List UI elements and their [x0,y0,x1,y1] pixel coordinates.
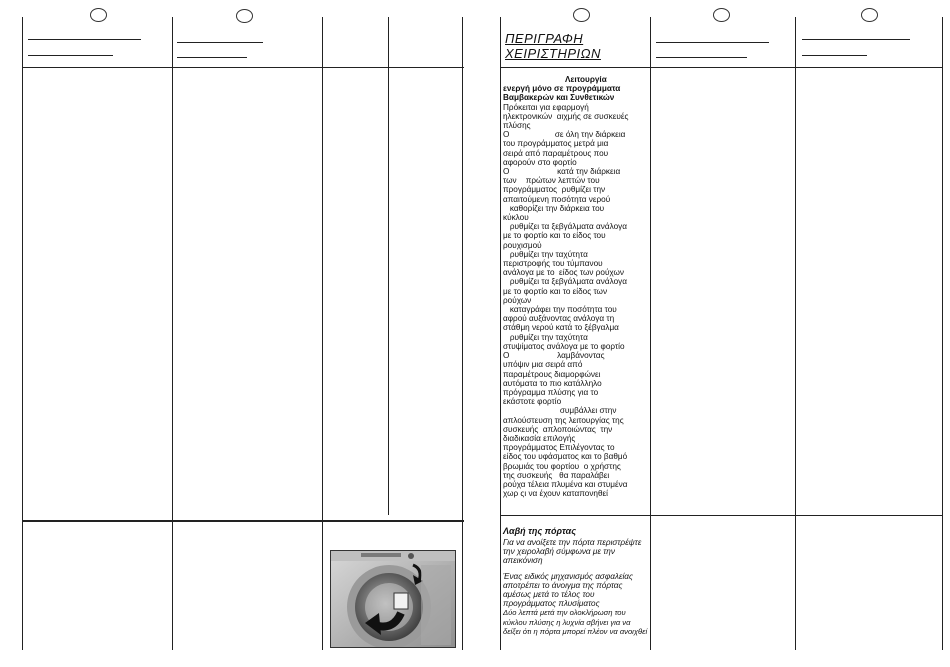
header-rule [802,39,910,40]
description-line: κύκλου [503,213,529,223]
door-paragraph: Για να ανοίξετε την πόρτα περιστρέψτε την χειρολαβή σύμφωνα με την απεικόνιση [503,538,642,566]
description-line: απαιτούμενη ποσότητα νερού [503,194,611,204]
description-line: πρόγραμμα πλύσης για το [503,387,599,397]
header-rule [28,55,113,56]
washing-machine-door-image [331,551,455,647]
description-line: της συσκευής θα παραλάβει [503,470,610,480]
column-divider-6 [795,17,796,650]
column-marker-circle [90,8,107,22]
column-divider-1 [172,17,173,650]
description-line: με το φορτίο και το είδος των [503,286,608,296]
description-line: χωρ ςι να έχουν καταπονηθεί [503,489,609,499]
description-line: απλούστευση της λειτουργίας της [503,415,624,425]
description-line: διαδικασία επιλογής [503,433,576,443]
section-separator [500,515,942,516]
description-line: στυψίματος ανάλογα με το φορτίο [503,341,625,351]
description-line: ρυθμίζει τα ξεβγάλματα ανάλογα [503,277,627,287]
left-page-border [22,17,23,650]
column-marker-circle [236,9,253,23]
description-line: σειρά από παραμέτρους που [503,148,609,158]
right-page-border [500,17,501,650]
description-line: προγράμματος ρυθμίζει την [503,185,606,195]
page-title-line1: ΠΕΡΙΓΡΑΦΗ [505,31,584,46]
description-lines [503,103,649,499]
header-rule [656,57,747,58]
right-page-edge [942,17,943,650]
description-line: καταγράφει την ποσότητα του [503,305,617,315]
description-line: παραμέτρους διαμορφώνει [503,369,601,379]
header-rule [28,39,141,40]
description-line: περιστροφής του τύμπανου [503,259,603,269]
feature-heading: Λειτουργία [565,75,607,84]
description-line: στάθμη νερού κατά το ξέβγαλμα [503,323,619,333]
header-rule [802,55,867,56]
page-title [505,31,601,61]
column-marker-circle [861,8,878,22]
description-line: καθορίζει την διάρκεια του [503,203,605,213]
description-line: συμβάλλει στην [503,406,617,416]
description-line: ρυθμίζει την ταχύτητα [503,249,588,259]
column-marker-circle [573,8,590,22]
column-marker-circle [713,8,730,22]
column-divider-5 [650,17,651,650]
description-line: είδος του υφάσματος και το βαθμό [503,452,628,462]
description-line: αυτόματα το πιο κατάλληλο [503,378,602,388]
header-rule [177,57,247,58]
description-line: Ο λαμβάνοντας [503,351,605,361]
door-paragraph: Ένας ειδικός μηχανισμός ασφαλείας αποτρέπει το άνοιγμα της πόρτας αμέσως μετά το τέλος του προγράμματος πλυσίματος [503,571,633,609]
description-line: προγράμματος Επιλέγοντας το [503,443,615,453]
description-line: των πρώτων λεπτών του [503,176,600,186]
header-separator [500,67,942,68]
description-line: εκάστοτε φορτίο [503,397,562,407]
description-line: ρούχα τέλεια πλυμένα και στυμένα [503,479,628,489]
column-divider-4 [462,17,463,650]
description-line: βρωμιάς του φορτίου ο χρήστης [503,461,621,471]
description-line: Ο κατά την διάρκεια [503,167,621,177]
description-line: Πρόκειται για εφαρμογή [503,102,589,112]
description-line: πλύσης [503,121,531,131]
door-handle-illustration [330,550,456,648]
description-line: ρουχισμού [503,240,542,250]
section-separator [22,520,464,522]
description-line: ανάλογα με το είδος των ρούχων [503,268,624,278]
description-line: συσκευής απλοποιώντας την [503,424,613,434]
description-line: Ο σε όλη την διάρκεια [503,130,626,140]
door-handle-text [503,538,649,642]
column-divider-2 [322,17,323,650]
description-line: υπόψιν μια σειρά από [503,360,583,370]
feature-heading: ενεργή μόνο σε προγράμματα [503,84,621,94]
door-handle-title: Λαβή της πόρτας [503,526,577,536]
page-title-line2: ΧΕΙΡΙΣΤΗΡΙΩΝ [505,46,601,61]
header-rule [656,42,769,43]
description-line: ρυθμίζει τα ξεβγάλματα ανάλογα [503,222,627,232]
description-line: με το φορτίο και το είδος του [503,231,606,241]
feature-heading: Βαμβακερών και Συνθετικών [503,93,615,103]
description-line: ηλεκτρονικών αιχμής σε συσκευές [503,111,629,121]
door-paragraph: Δύο λεπτά μετά την ολοκλήρωση του κύκλου πλύσης η λυχνία σβήνει για να δείξει ότι η πόρτα μπορεί πλέον να ανοιχθεί [503,608,648,636]
description-line: ρυθμίζει την ταχύτητα [503,332,588,342]
description-line: του προγράμματος μετρά μια [503,139,609,149]
description-line: ρούχων [503,295,532,305]
feature-description [503,75,649,498]
header-rule [177,42,263,43]
header-separator [22,67,464,68]
description-line: αφρού αυξάνοντας ανάλογα τη [503,314,615,324]
description-line: αφορούν στο φορτίο [503,157,577,167]
column-divider-3 [388,17,389,515]
